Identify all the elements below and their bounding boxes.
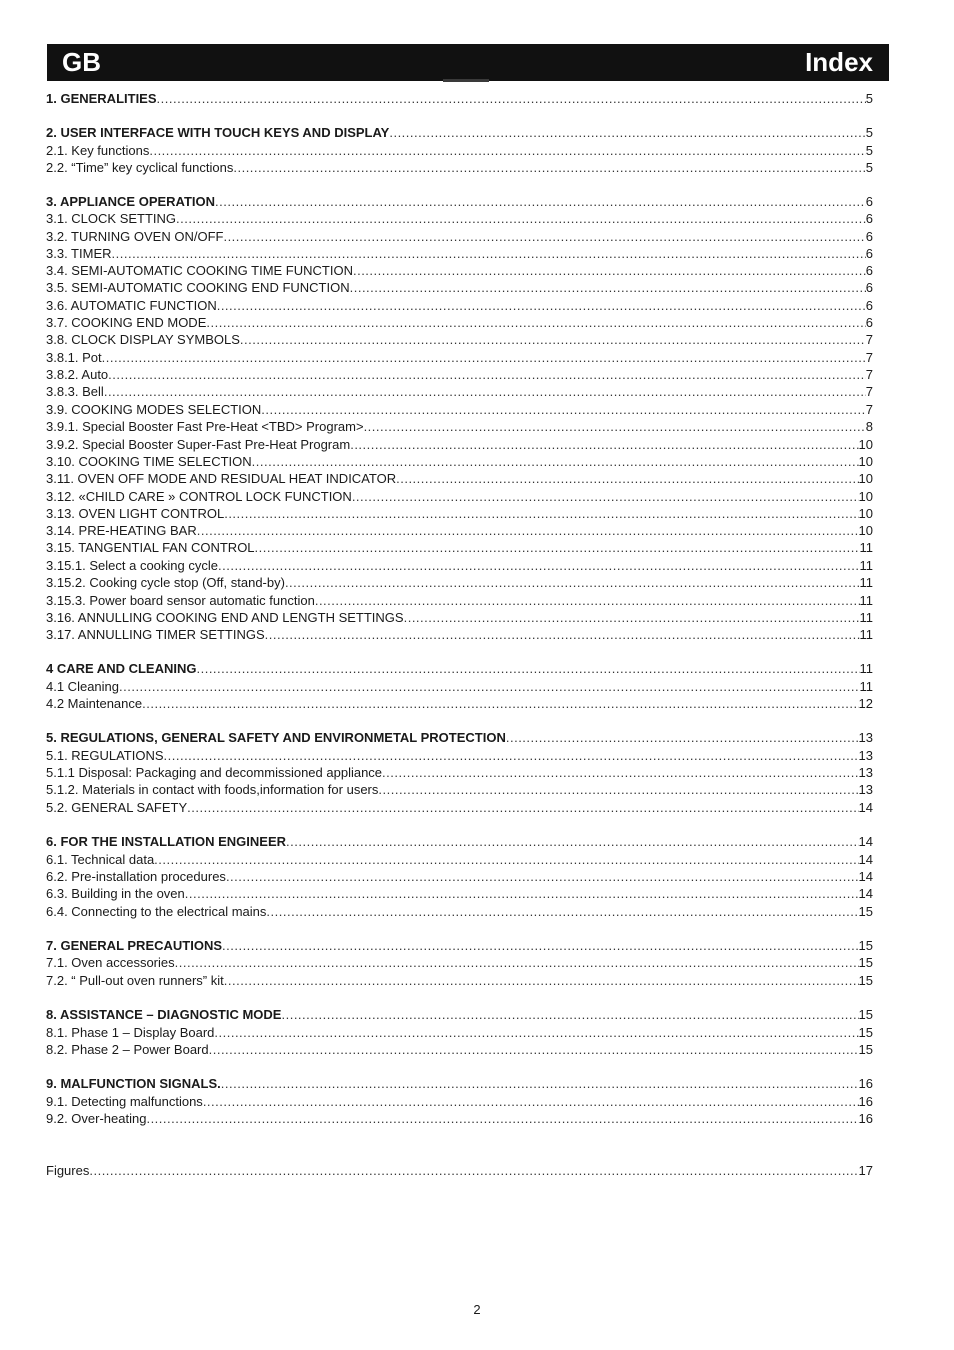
toc-entry-title: 3.4. SEMI-AUTOMATIC COOKING TIME FUNCTION: [46, 263, 353, 278]
toc-entry-page: 11: [859, 558, 873, 573]
toc-entry-page: 11: [859, 627, 873, 642]
toc-entry[interactable]: [46, 453, 873, 470]
toc-entry-page: 7: [865, 332, 873, 347]
toc-leader-dots: [226, 868, 859, 885]
toc-entry-page: 16: [858, 1076, 873, 1091]
toc-entry-page: 13: [858, 748, 873, 763]
toc-entry-title: 3.12. «CHILD CARE » CONTROL LOCK FUNCTION: [46, 489, 352, 504]
toc-leader-dots: [206, 314, 865, 331]
toc-entry-title: 3.13. OVEN LIGHT CONTROL: [46, 506, 225, 521]
toc-entry[interactable]: [46, 297, 873, 314]
toc-leader-dots: [315, 592, 860, 609]
toc-entry-page: 14: [858, 869, 873, 884]
toc-entry-page: 7: [865, 402, 873, 417]
toc-entry-title: 2.2. “Time” key cyclical functions: [46, 160, 234, 175]
toc-entry-title: 3.15.3. Power board sensor automatic function: [46, 593, 315, 608]
toc-entry[interactable]: [46, 833, 873, 850]
toc-entry[interactable]: [46, 972, 873, 989]
toc-entry-title: 3.9. COOKING MODES SELECTION: [46, 402, 262, 417]
toc-entry-page: 16: [858, 1111, 873, 1126]
toc-entry-page: 8: [865, 419, 873, 434]
toc-leader-dots: [364, 418, 866, 435]
toc-entry-title: 3.15.2. Cooking cycle stop (Off, stand-by): [46, 575, 285, 590]
toc-entry[interactable]: [46, 436, 873, 453]
toc-entry-page: 15: [858, 904, 873, 919]
toc-entry-title: 3.14. PRE-HEATING BAR: [46, 523, 197, 538]
toc-entry[interactable]: [46, 851, 873, 868]
toc-entry-title: 8.2. Phase 2 – Power Board: [46, 1042, 209, 1057]
toc-entry-page: 5: [865, 125, 873, 140]
toc-entry-page: 15: [858, 938, 873, 953]
toc-entry-title: 6.2. Pre-installation procedures: [46, 869, 226, 884]
toc-entry-title: 5. REGULATIONS, GENERAL SAFETY AND ENVIRONMETAL PROTECTION: [46, 730, 506, 745]
toc-entry-page: 15: [858, 1007, 873, 1022]
toc-leader-dots: [389, 124, 865, 141]
toc-leader-dots: [222, 937, 859, 954]
toc-entry-page: 11: [859, 610, 873, 625]
toc-entry-page: 6: [865, 229, 873, 244]
toc-entry-page: 10: [858, 523, 873, 538]
toc-entry-page: 15: [858, 1042, 873, 1057]
toc-entry[interactable]: [46, 626, 873, 643]
toc-entry-title: 8. ASSISTANCE – DIAGNOSTIC MODE: [46, 1007, 282, 1022]
toc-leader-dots: [285, 574, 860, 591]
toc-entry-title: 3.2. TURNING OVEN ON/OFF: [46, 229, 224, 244]
toc-leader-dots: [506, 729, 859, 746]
toc-entry[interactable]: [46, 366, 873, 383]
toc-entry[interactable]: [46, 1093, 873, 1110]
toc-leader-dots: [112, 245, 866, 262]
toc-leader-dots: [104, 383, 866, 400]
toc-entry-title: 7.1. Oven accessories: [46, 955, 175, 970]
toc-entry-page: 17: [858, 1163, 873, 1178]
toc-leader-dots: [154, 851, 858, 868]
toc-entry[interactable]: [46, 1075, 873, 1092]
toc-entry[interactable]: [46, 279, 873, 296]
toc-entry-title: 5.2. GENERAL SAFETY: [46, 800, 188, 815]
toc-entry-page: 5: [865, 91, 873, 106]
toc-entry-title: 3.8. CLOCK DISPLAY SYMBOLS: [46, 332, 240, 347]
toc-entry-page: 14: [858, 800, 873, 815]
toc-entry-page: 10: [858, 454, 873, 469]
page-number: 2: [473, 1302, 481, 1317]
toc-leader-dots: [108, 366, 866, 383]
toc-leader-dots: [353, 262, 866, 279]
toc-entry[interactable]: [46, 193, 873, 210]
toc-entry[interactable]: [46, 245, 873, 262]
toc-entry-title: 3.1. CLOCK SETTING: [46, 211, 177, 226]
toc-leader-dots: [146, 1110, 858, 1127]
toc-leader-dots: [233, 159, 865, 176]
index-header-bar: [47, 44, 889, 81]
toc-leader-dots: [185, 885, 859, 902]
toc-entry-title: 3.10. COOKING TIME SELECTION: [46, 454, 252, 469]
toc-entry[interactable]: [46, 488, 873, 505]
toc-entry[interactable]: [46, 729, 873, 746]
toc-leader-dots: [203, 1093, 859, 1110]
toc-leader-dots: [240, 331, 866, 348]
toc-leader-dots: [223, 228, 865, 245]
toc-leader-dots: [221, 1075, 859, 1092]
toc-entry-title: 9.1. Detecting malfunctions: [46, 1094, 203, 1109]
toc-leader-dots: [164, 747, 859, 764]
toc-leader-dots: [218, 557, 860, 574]
toc-entry-title: 5.1.2. Materials in contact with foods,information for users: [46, 782, 379, 797]
toc-entry-title: 3.8.2. Auto: [46, 367, 109, 382]
toc-entry[interactable]: [46, 505, 873, 522]
toc-entry[interactable]: [46, 764, 873, 781]
header-tab-mark: [443, 79, 489, 82]
toc-entry-page: 6: [865, 246, 873, 261]
toc-entry-page: 6: [865, 211, 873, 226]
toc-entry-page: 7: [865, 350, 873, 365]
toc-entry-title: 3. APPLIANCE OPERATION: [46, 194, 216, 209]
toc-entry-page: 16: [858, 1094, 873, 1109]
toc-leader-dots: [224, 972, 859, 989]
toc-entry[interactable]: [46, 799, 873, 816]
toc-entry-title: 3.9.2. Special Booster Super-Fast Pre-Heat Program: [46, 437, 351, 452]
toc-entry[interactable]: [46, 314, 873, 331]
toc-leader-dots: [149, 142, 865, 159]
toc-leader-dots: [215, 193, 866, 210]
toc-entry[interactable]: [46, 418, 873, 435]
toc-leader-dots: [176, 210, 866, 227]
toc-entry-page: 11: [859, 540, 873, 555]
toc-entry[interactable]: [46, 557, 873, 574]
toc-leader-dots: [252, 453, 859, 470]
toc-entry-title: 2. USER INTERFACE WITH TOUCH KEYS AND DISPLAY: [46, 125, 390, 140]
toc-entry[interactable]: [46, 1110, 873, 1127]
toc-entry-title: 4.2 Maintenance: [46, 696, 143, 711]
toc-entry-title: 9.2. Over-heating: [46, 1111, 147, 1126]
toc-entry[interactable]: [46, 210, 873, 227]
toc-entry-title: 6. FOR THE INSTALLATION ENGINEER: [46, 834, 287, 849]
toc-entry-page: 10: [858, 489, 873, 504]
toc-entry-title: 1. GENERALITIES: [46, 91, 157, 106]
toc-entry-title: 3.11. OVEN OFF MODE AND RESIDUAL HEAT INDICATOR: [46, 471, 397, 486]
toc-entry[interactable]: [46, 539, 873, 556]
toc-entry-title: 3.17. ANNULLING TIMER SETTINGS: [46, 627, 265, 642]
toc-leader-dots: [378, 781, 858, 798]
toc-entry-page: 10: [858, 506, 873, 521]
toc-entry[interactable]: [46, 142, 873, 159]
toc-entry-page: 14: [858, 834, 873, 849]
toc-leader-dots: [255, 539, 860, 556]
toc-leader-dots: [209, 1041, 859, 1058]
toc-leader-dots: [102, 349, 866, 366]
toc-entry-title: 5.1.1 Disposal: Packaging and decommissioned appliance: [46, 765, 383, 780]
toc-entry-page: 15: [858, 973, 873, 988]
toc-entry[interactable]: [46, 592, 873, 609]
toc-entry[interactable]: [46, 331, 873, 348]
toc-leader-dots: [224, 505, 858, 522]
toc-leader-dots: [157, 90, 866, 107]
toc-entry[interactable]: [46, 522, 873, 539]
toc-entry[interactable]: [46, 159, 873, 176]
toc-leader-dots: [404, 609, 860, 626]
page-title: Index: [805, 47, 873, 77]
toc-entry-page: 6: [865, 263, 873, 278]
toc-entry-page: 14: [858, 852, 873, 867]
toc-entry-title: 3.7. COOKING END MODE: [46, 315, 207, 330]
toc-entry-page: 15: [858, 955, 873, 970]
toc-entry-page: 5: [865, 143, 873, 158]
toc-leader-dots: [89, 1162, 858, 1179]
toc-entry-title: 6.1. Technical data: [46, 852, 155, 867]
toc-leader-dots: [142, 695, 858, 712]
toc-entry-page: 5: [865, 160, 873, 175]
toc-entry-page: 6: [865, 194, 873, 209]
toc-entry[interactable]: [46, 124, 873, 141]
toc-leader-dots: [286, 833, 859, 850]
toc-leader-dots: [265, 626, 860, 643]
toc-leader-dots: [217, 297, 866, 314]
toc-entry-title: 3.8.1. Pot: [46, 350, 102, 365]
toc-leader-dots: [281, 1006, 858, 1023]
toc-entry-page: 13: [858, 730, 873, 745]
toc-entry[interactable]: [46, 747, 873, 764]
toc-leader-dots: [214, 1024, 858, 1041]
toc-entry-page: 7: [865, 384, 873, 399]
toc-entry-title: 7. GENERAL PRECAUTIONS: [46, 938, 223, 953]
toc-entry[interactable]: [46, 609, 873, 626]
toc-entry[interactable]: [46, 401, 873, 418]
toc-entry-page: 6: [865, 298, 873, 313]
language-code: GB: [62, 47, 101, 77]
toc-entry[interactable]: [46, 262, 873, 279]
toc-entry-title: 8.1. Phase 1 – Display Board: [46, 1025, 215, 1040]
toc-entry-title: 4 CARE AND CLEANING: [46, 661, 197, 676]
toc-entry-title: 2.1. Key functions: [46, 143, 150, 158]
toc-entry-page: 13: [858, 782, 873, 797]
toc-entry[interactable]: [46, 937, 873, 954]
toc-leader-dots: [197, 522, 859, 539]
toc-entry-title: 7.2. “ Pull-out oven runners” kit: [46, 973, 224, 988]
toc-entry-title: 3.5. SEMI-AUTOMATIC COOKING END FUNCTION: [46, 280, 350, 295]
toc-entry[interactable]: [46, 90, 873, 107]
toc-entry-title: 3.15.1. Select a cooking cycle: [46, 558, 218, 573]
toc-entry-page: 6: [865, 315, 873, 330]
toc-entry-title: Figures: [46, 1163, 90, 1178]
toc-leader-dots: [350, 279, 866, 296]
toc-entry-title: 6.3. Building in the oven: [46, 886, 185, 901]
toc-entry-title: 3.8.3. Bell: [46, 384, 104, 399]
toc-entry-title: 3.9.1. Special Booster Fast Pre-Heat <TBD> Program>: [46, 419, 364, 434]
toc-leader-dots: [352, 488, 859, 505]
toc-leader-dots: [187, 799, 858, 816]
toc-leader-dots: [261, 401, 865, 418]
toc-entry-page: 10: [858, 437, 873, 452]
toc-entry[interactable]: [46, 885, 873, 902]
toc-entry[interactable]: [46, 470, 873, 487]
toc-entry[interactable]: [46, 903, 873, 920]
toc-entry[interactable]: [46, 228, 873, 245]
toc-entry[interactable]: [46, 954, 873, 971]
toc-entry-title: 9. MALFUNCTION SIGNALS.: [46, 1076, 221, 1091]
toc-entry-page: 11: [859, 661, 873, 676]
toc-entry-page: 14: [858, 886, 873, 901]
toc-entry[interactable]: [46, 1024, 873, 1041]
toc-entry-title: 5.1. REGULATIONS: [46, 748, 164, 763]
toc-leader-dots: [266, 903, 858, 920]
toc-entry-title: 3.6. AUTOMATIC FUNCTION: [46, 298, 217, 313]
toc-leader-dots: [396, 470, 858, 487]
toc-entry[interactable]: [46, 660, 873, 677]
toc-leader-dots: [382, 764, 858, 781]
toc-leader-dots: [196, 660, 859, 677]
toc-entry-page: 7: [865, 367, 873, 382]
toc-entry-page: 15: [858, 1025, 873, 1040]
toc-entry-page: 6: [865, 280, 873, 295]
toc-entry[interactable]: [46, 1006, 873, 1023]
toc-entry-title: 6.4. Connecting to the electrical mains: [46, 904, 267, 919]
toc-entry[interactable]: [46, 574, 873, 591]
toc-entry[interactable]: [46, 781, 873, 798]
toc-entry[interactable]: [46, 349, 873, 366]
toc-entry-page: 11: [859, 593, 873, 608]
toc-entry-title: 3.15. TANGENTIAL FAN CONTROL: [46, 540, 255, 555]
toc-entry-page: 10: [858, 471, 873, 486]
toc-entry-title: 4.1 Cleaning: [46, 679, 119, 694]
toc-leader-dots: [175, 954, 859, 971]
toc-entry-page: 13: [858, 765, 873, 780]
toc-leader-dots: [119, 678, 860, 695]
toc-entry-title: 3.16. ANNULLING COOKING END AND LENGTH SETTINGS: [46, 610, 404, 625]
toc-entry[interactable]: [46, 868, 873, 885]
toc-entry[interactable]: [46, 1162, 873, 1179]
toc-entry[interactable]: [46, 695, 873, 712]
toc-entry-title: 3.3. TIMER: [46, 246, 112, 261]
toc-entry-page: 11: [859, 679, 873, 694]
toc-entry[interactable]: [46, 678, 873, 695]
toc-entry[interactable]: [46, 383, 873, 400]
toc-entry-page: 11: [859, 575, 873, 590]
toc-entry[interactable]: [46, 1041, 873, 1058]
toc-leader-dots: [350, 436, 858, 453]
toc-entry-page: 12: [858, 696, 873, 711]
